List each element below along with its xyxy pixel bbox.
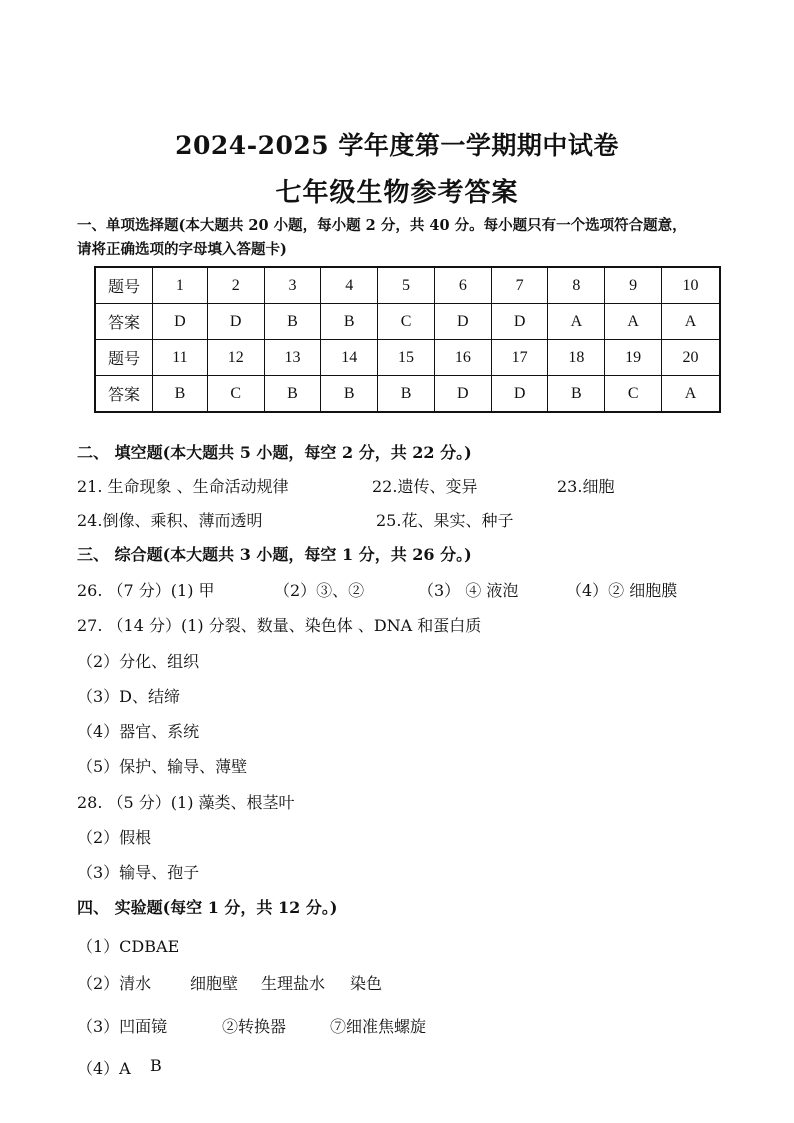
table-row-numbers-1 bbox=[95, 267, 720, 304]
experiment-answer-4a: （4）A bbox=[77, 1059, 131, 1078]
experiment-answer-2d: 染色 bbox=[350, 974, 383, 993]
table-cell: D bbox=[491, 376, 548, 413]
answer-23: 23.细胞 bbox=[557, 477, 615, 496]
experiment-answer-3b: ②转换器 bbox=[222, 1017, 287, 1036]
table-cell: 15 bbox=[378, 340, 435, 376]
table-cell: B bbox=[321, 376, 378, 413]
experiment-answer-2b: 细胞壁 bbox=[190, 974, 239, 993]
table-cell: D bbox=[491, 304, 548, 340]
table-cell: 8 bbox=[548, 267, 605, 304]
table-cell: B bbox=[264, 376, 321, 413]
table-cell: B bbox=[548, 376, 605, 413]
document-title: 2024-2025 学年度第一学期期中试卷 bbox=[175, 131, 619, 160]
document-subtitle: 七年级生物参考答案 bbox=[275, 178, 519, 208]
answer-22: 22.遗传、变异 bbox=[372, 477, 478, 496]
experiment-answer-2a: （2）清水 bbox=[77, 974, 152, 993]
table-cell: C bbox=[207, 376, 264, 413]
table-cell: B bbox=[321, 304, 378, 340]
table-cell: 13 bbox=[264, 340, 321, 376]
table-cell: 11 bbox=[153, 340, 208, 376]
answer-28-part3: （3）输导、孢子 bbox=[77, 863, 200, 882]
experiment-answer-2c: 生理盐水 bbox=[261, 974, 326, 993]
row-label-number: 题号 bbox=[95, 267, 153, 304]
table-row-answers-1 bbox=[95, 304, 720, 340]
table-cell: A bbox=[662, 376, 720, 413]
section1-heading-line1: 一、单项选择题(本大题共 20 小题，每小题 2 分，共 40 分。每小题只有一个选项符合题意， bbox=[77, 217, 687, 234]
table-cell: 5 bbox=[378, 267, 435, 304]
answer-table bbox=[94, 266, 721, 413]
answer-21: 21. 生命现象 、生命活动规律 bbox=[77, 477, 289, 496]
answer-27-part2: （2）分化、组织 bbox=[77, 652, 200, 671]
table-cell: 9 bbox=[605, 267, 662, 304]
table-cell: D bbox=[434, 304, 491, 340]
table-cell: C bbox=[378, 304, 435, 340]
answer-27-part4: （4）器官、系统 bbox=[77, 722, 200, 741]
experiment-answer-3a: （3）凹面镜 bbox=[77, 1017, 168, 1036]
table-cell: B bbox=[264, 304, 321, 340]
table-cell: A bbox=[548, 304, 605, 340]
table-cell: 14 bbox=[321, 340, 378, 376]
answer-24: 24.倒像、乘积、薄而透明 bbox=[77, 511, 263, 530]
table-cell: D bbox=[153, 304, 208, 340]
experiment-answer-3c: ⑦细准焦螺旋 bbox=[330, 1017, 427, 1036]
table-cell: 16 bbox=[434, 340, 491, 376]
row-label-answer: 答案 bbox=[95, 304, 153, 340]
answer-26-part3: （3） ④ 液泡 bbox=[418, 581, 519, 600]
table-cell: 1 bbox=[153, 267, 208, 304]
row-label-number: 题号 bbox=[95, 340, 153, 376]
table-cell: 18 bbox=[548, 340, 605, 376]
answer-26-part1: 26. （7 分）(1) 甲 bbox=[77, 581, 215, 600]
answer-28-part1: 28. （5 分）(1) 藻类、根茎叶 bbox=[77, 793, 295, 812]
table-cell: 12 bbox=[207, 340, 264, 376]
table-cell: 20 bbox=[662, 340, 720, 376]
answer-28-part2: （2）假根 bbox=[77, 828, 152, 847]
table-cell: 3 bbox=[264, 267, 321, 304]
table-cell: 10 bbox=[662, 267, 720, 304]
section1-heading bbox=[77, 214, 727, 262]
table-row-answers-2 bbox=[95, 376, 720, 413]
table-cell: B bbox=[153, 376, 208, 413]
table-cell: B bbox=[378, 376, 435, 413]
experiment-answer-1: （1）CDBAE bbox=[77, 937, 180, 956]
answer-26-part2: （2）③、② bbox=[274, 581, 365, 600]
section1-heading-line2: 请将正确选项的字母填入答题卡) bbox=[77, 241, 287, 258]
answer-25: 25.花、果实、种子 bbox=[376, 511, 514, 530]
answer-27-part3: （3）D、结缔 bbox=[77, 687, 181, 706]
table-cell: 4 bbox=[321, 267, 378, 304]
table-cell: 17 bbox=[491, 340, 548, 376]
experiment-answer-4b: B bbox=[150, 1056, 162, 1075]
table-cell: 6 bbox=[434, 267, 491, 304]
row-label-answer: 答案 bbox=[95, 376, 153, 413]
answer-27-part5: （5）保护、输导、薄壁 bbox=[77, 757, 248, 776]
table-cell: A bbox=[605, 304, 662, 340]
table-cell: 2 bbox=[207, 267, 264, 304]
table-cell: A bbox=[662, 304, 720, 340]
answer-27-part1: 27. （14 分）(1) 分裂、数量、染色体 、DNA 和蛋白质 bbox=[77, 616, 482, 635]
section3-heading: 三、 综合题(本大题共 3 小题，每空 1 分，共 26 分。) bbox=[77, 545, 472, 564]
table-cell: D bbox=[207, 304, 264, 340]
section4-heading: 四、 实验题(每空 1 分，共 12 分。) bbox=[77, 898, 338, 917]
table-cell: C bbox=[605, 376, 662, 413]
answer-26-part4: （4）② 细胞膜 bbox=[566, 581, 678, 600]
table-cell: 19 bbox=[605, 340, 662, 376]
table-cell: 7 bbox=[491, 267, 548, 304]
table-cell: D bbox=[434, 376, 491, 413]
section2-heading: 二、 填空题(本大题共 5 小题，每空 2 分，共 22 分。) bbox=[77, 443, 472, 462]
table-row-numbers-2 bbox=[95, 340, 720, 376]
